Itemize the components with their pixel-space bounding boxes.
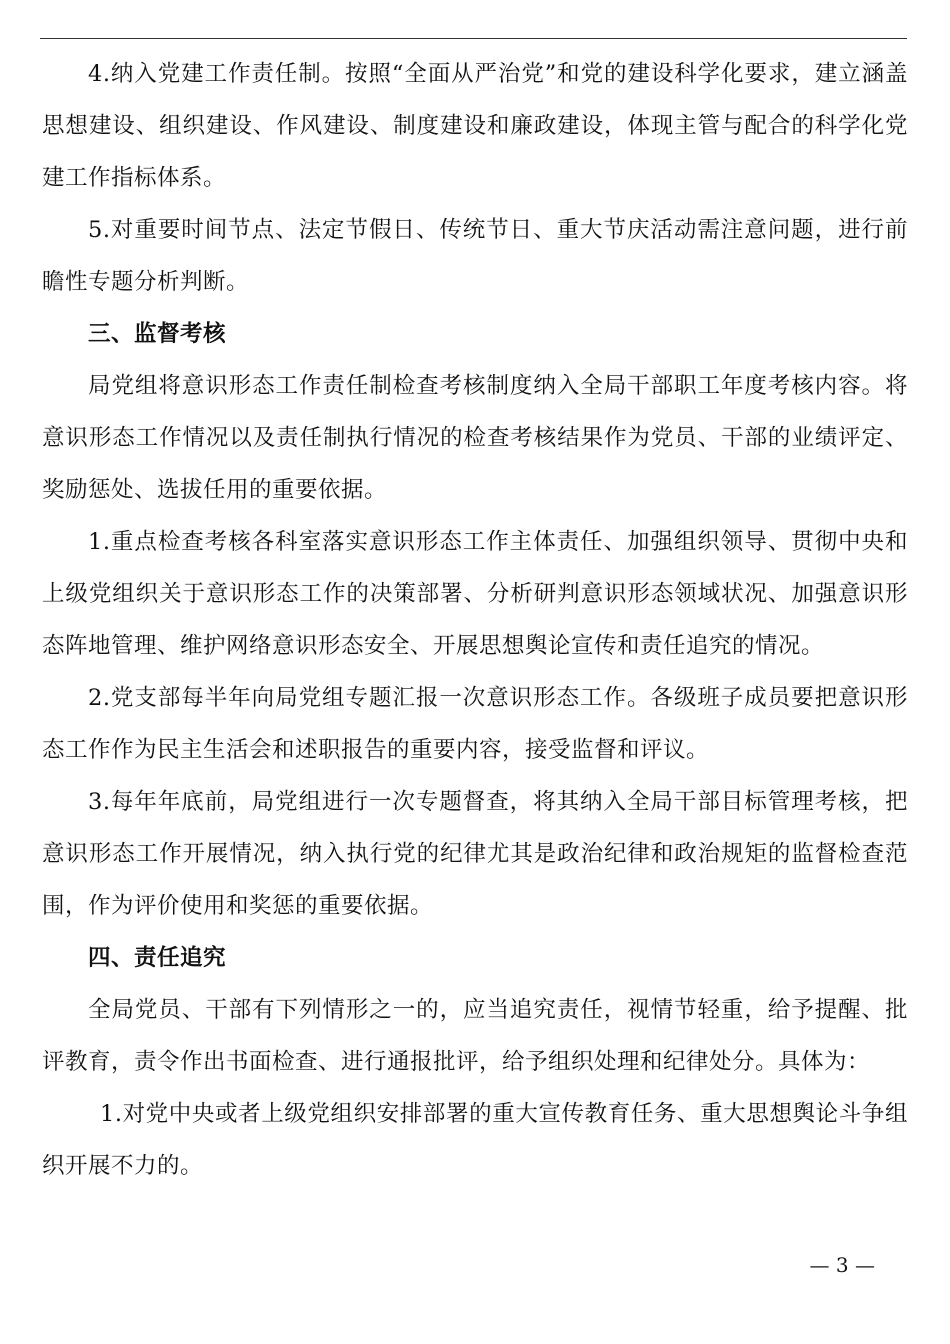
section-heading-accountability: 四、责任追究 [88, 945, 227, 971]
paragraph-item-5: 5.对重要时间节点、法定节假日、传统节日、重大节庆活动需注意问题，进行前瞻性专题分析判断。 [42, 217, 908, 295]
page-number: — 3 — [809, 1253, 875, 1277]
paragraph-supervision-intro: 局党组将意识形态工作责任制检查考核制度纳入全局干部职工年度考核内容。将意识形态工作情况以及责任制执行情况的检查考核结果作为党员、干部的业绩评定、奖励惩处、选拔任用的重要依据。 [42, 373, 908, 503]
document-body [42, 48, 908, 1192]
page-number-footer [0, 1252, 950, 1278]
section-heading-supervision: 三、监督考核 [88, 321, 227, 347]
paragraph-supervision-1: 1.重点检查考核各科室落实意识形态工作主体责任、加强组织领导、贯彻中央和上级党组织关于意识形态工作的决策部署、分析研判意识形态领域状况、加强意识形态阵地管理、维护网络意识形态安全、开展思想舆论宣传和责任追究的情况。 [42, 529, 908, 659]
header-rule [40, 38, 907, 39]
paragraph-item-4: 4.纳入党建工作责任制。按照“全面从严治党”和党的建设科学化要求，建立涵盖思想建设、组织建设、作风建设、制度建设和廉政建设，体现主管与配合的科学化党建工作指标体系。 [42, 61, 908, 191]
paragraph-supervision-2: 2.党支部每半年向局党组专题汇报一次意识形态工作。各级班子成员要把意识形态工作作为民主生活会和述职报告的重要内容，接受监督和评议。 [42, 685, 908, 763]
paragraph-accountability-intro: 全局党员、干部有下列情形之一的，应当追究责任，视情节轻重，给予提醒、批评教育，责令作出书面检查、进行通报批评，给予组织处理和纪律处分。具体为： [42, 997, 908, 1075]
paragraph-supervision-3: 3.每年年底前，局党组进行一次专题督查，将其纳入全局干部目标管理考核，把意识形态工作开展情况，纳入执行党的纪律尤其是政治纪律和政治规矩的监督检查范围，作为评价使用和奖惩的重要依据。 [42, 789, 908, 919]
paragraph-accountability-1: 1.对党中央或者上级党组织安排部署的重大宣传教育任务、重大思想舆论斗争组织开展不力的。 [42, 1101, 908, 1179]
